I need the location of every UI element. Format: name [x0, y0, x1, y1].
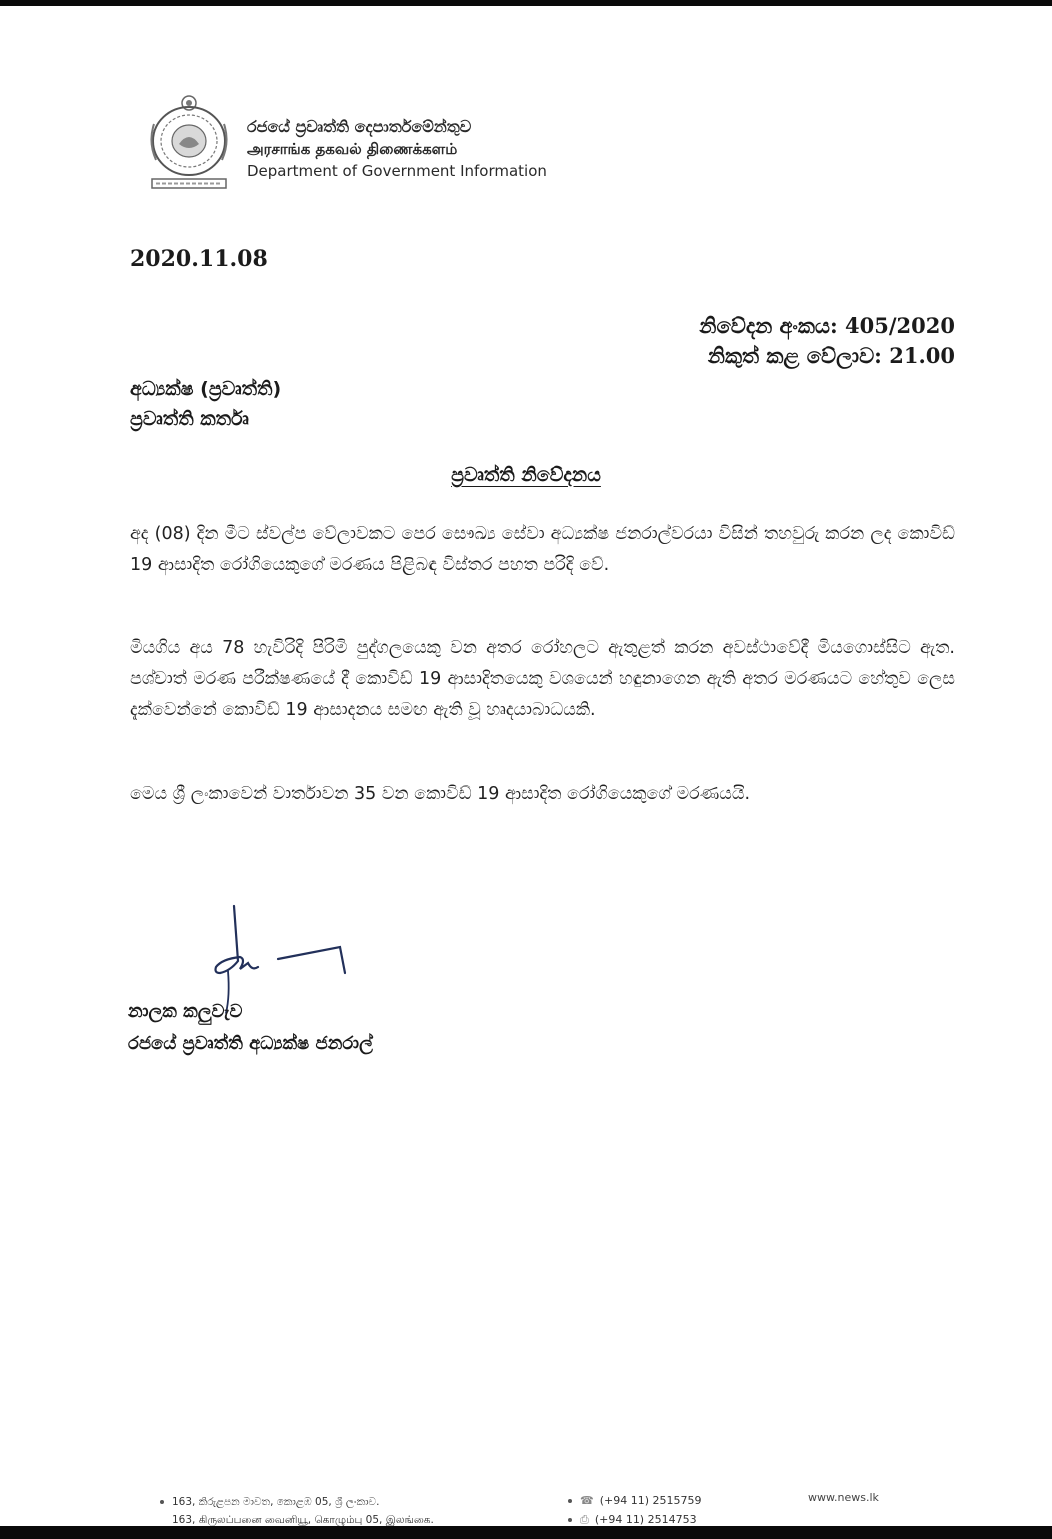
reference-block	[699, 311, 955, 371]
notice-number: නිවේදන අංකය: 405/2020	[699, 313, 955, 338]
bottom-frame-bar	[0, 1526, 1052, 1539]
fax-icon: ⎙	[580, 1513, 589, 1526]
recipients-block	[130, 374, 281, 434]
body-paragraph-3: මෙය ශ්‍රී ලංකාවෙන් වාර්තාවන 35 වන කොවිඩ් 19 ආසාදිත රෝගියෙකුගේ මරණයයි.	[130, 784, 751, 804]
document-date: 2020.11.08	[130, 246, 268, 272]
footer-phones	[568, 1491, 701, 1529]
document-page	[0, 6, 1052, 1526]
bullet-icon	[160, 1500, 164, 1504]
phone-line-1: ☎ (+94 11) 2515759	[568, 1491, 701, 1510]
heading-text: ප්‍රවෘත්ති නිවේදනය	[451, 464, 601, 486]
department-name-sinhala: රජයේ ප්‍රවෘත්ති දෙපාර්තමේන්තුව	[247, 117, 472, 136]
recipient-line: ප්‍රවෘත්ති කර්තෘ	[130, 408, 249, 430]
bullet-icon	[568, 1499, 572, 1503]
signatory-title: රජයේ ප්‍රවෘත්ති අධ්‍යක්ෂ ජනරාල්	[128, 1033, 373, 1054]
signatory-block	[128, 996, 373, 1060]
release-time: නිකුත් කළ වේලාව: 21.00	[707, 343, 955, 368]
department-name-english: Department of Government Information	[247, 162, 547, 180]
department-name-tamil: அரசாங்க தகவல் திணைக்களம்	[247, 140, 458, 158]
government-seal-icon	[142, 89, 236, 193]
phone-line-2: ⎙ (+94 11) 2514753	[568, 1510, 701, 1529]
footer-website: www.news.lk	[808, 1491, 879, 1504]
body-paragraph-1: අද (08) දින මීට ස්වල්ප වේලාවකට පෙර සෞඛ්‍ය සේවා අධ්‍යක්ෂ ජනරාල්වරයා විසින් තහවුරු කරන ලද කොවිඩ් 19 ආසාදිත රෝගියෙකුගේ මරණය පිළිබඳ විස්තර පහත පරිදි වේ.	[130, 524, 955, 575]
signatory-name: නාලක කලුවැව	[128, 1001, 243, 1022]
address-line-sinhala: 163, කිරුළපන මාවත, කොළඹ 05, ශ්‍රී ලංකාව.	[160, 1493, 434, 1511]
footer-address	[160, 1493, 434, 1529]
phone-icon: ☎	[580, 1494, 594, 1507]
department-header	[247, 116, 547, 182]
recipient-line: අධ්‍යක්ෂ (ප්‍රවෘත්ති)	[130, 378, 282, 400]
body-paragraph-2: මියගිය අය 78 හැවිරිදි පිරිමි පුද්ගලයෙකු වන අතර රෝහලට ඇතුළත් කරන අවස්ථාවේදී මියගොස්සිට ඇත. පශ්චාත් මරණ පරීක්ෂණයේ දී කොවිඩ් 19 ආසාදිතයෙකු වශයෙන් හඳුනාගෙන ඇති අතර මරණයට හේතුව ලෙස දැක්වෙන්නේ කොවිඩ් 19 ආසාදනය සමඟ ඇති වූ හෘදයාබාධයකි.	[130, 638, 955, 720]
document-heading	[0, 464, 1052, 486]
bullet-icon	[568, 1518, 572, 1522]
address-line-tamil: 163, கிருலப்பனை வைனியூ, கொழும்பு 05, இலங்கை.	[172, 1514, 434, 1526]
